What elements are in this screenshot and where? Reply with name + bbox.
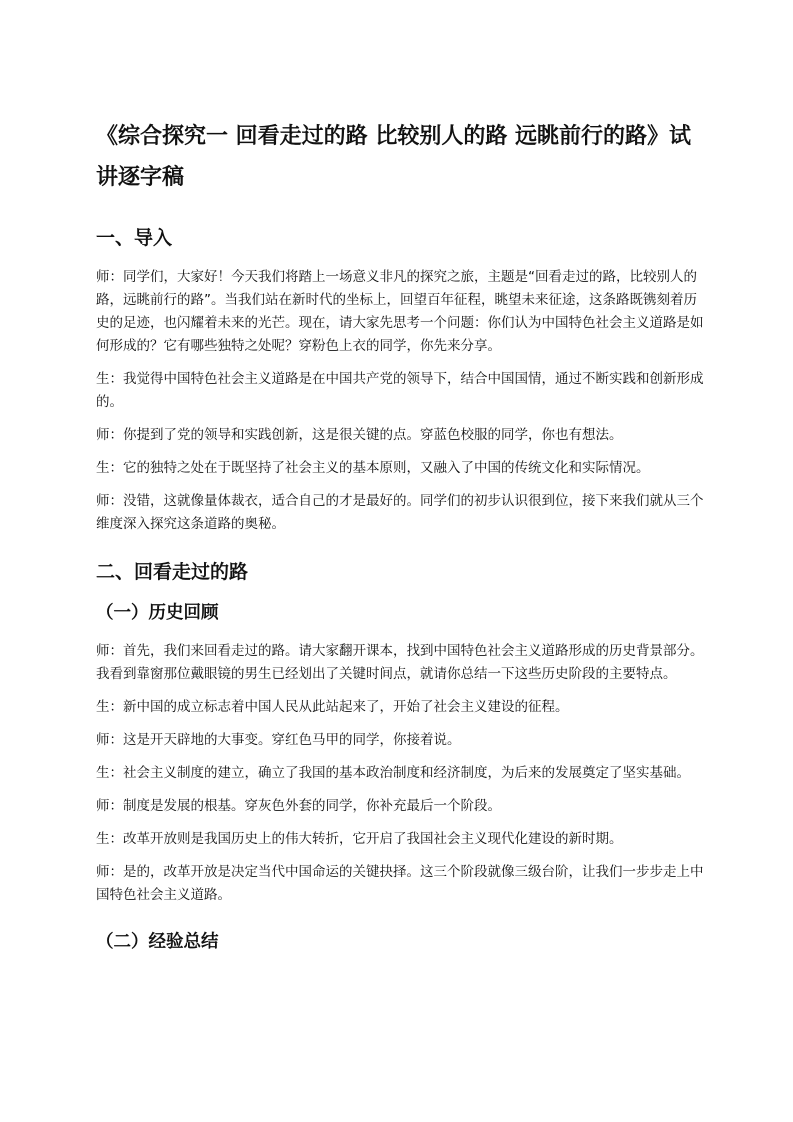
paragraph: 生：我觉得中国特色社会主义道路是在中国共产党的领导下，结合中国国情，通过不断实践和创新形成的。 <box>96 371 704 410</box>
paragraph: 生：改革开放则是我国历史上的伟大转折，它开启了我国社会主义现代化建设的新时期。 <box>96 831 623 847</box>
document-title: 《综合探究一 回看走过的路 比较别人的路 远眺前行的路》试讲逐字稿 <box>96 124 691 190</box>
paragraph: 生：新中国的成立标志着中国人民从此站起来了，开始了社会主义建设的征程。 <box>96 699 569 715</box>
paragraph: 师：同学们，大家好！今天我们将踏上一场意义非凡的探究之旅，主题是“回看走过的路，比较别人的路，远眺前行的路”。当我们站在新时代的坐标上，回望百年征程，眺望未来征途，这条路既镌刻着历史的足迹，也闪耀着未来的光芒。现在，请大家先思考一个问题：你们认为中国特色社会主义道路是如何形成的？它有哪些独特之处呢？穿粉色上衣的同学，你先来分享。 <box>96 269 704 354</box>
document-page <box>96 116 708 969</box>
subsection-heading-experience: （二）经验总结 <box>96 932 219 952</box>
paragraph: 师：是的，改革开放是决定当代中国命运的关键抉择。这三个阶段就像三级台阶，让我们一步步走上中国特色社会主义道路。 <box>96 864 704 903</box>
subsection-heading-history: （一）历史回顾 <box>96 603 219 623</box>
paragraph: 师：这是开天辟地的大事变。穿红色马甲的同学，你接着说。 <box>96 732 461 748</box>
section-heading-look-back: 二、回看走过的路 <box>96 561 249 583</box>
paragraph: 师：制度是发展的根基。穿灰色外套的同学，你补充最后一个阶段。 <box>96 798 501 814</box>
spacer <box>96 917 708 929</box>
section-heading-intro: 一、导入 <box>96 227 173 249</box>
paragraph: 师：首先，我们来回看走过的路。请大家翻开课本，找到中国特色社会主义道路形成的历史背景部分。我看到靠窗那位戴眼镜的男生已经划出了关键时间点，就请你总结一下这些历史阶段的主要特点。 <box>96 643 704 682</box>
paragraph: 生：它的独特之处在于既坚持了社会主义的基本原则，又融入了中国的传统文化和实际情况。 <box>96 460 650 476</box>
paragraph: 师：你提到了党的领导和实践创新，这是很关键的点。穿蓝色校服的同学，你也有想法。 <box>96 427 623 443</box>
paragraph: 师：没错，这就像量体裁衣，适合自己的才是最好的。同学们的初步认识很到位，接下来我们就从三个维度深入探究这条道路的奥秘。 <box>96 493 704 532</box>
spacer <box>96 546 708 558</box>
paragraph: 生：社会主义制度的建立，确立了我国的基本政治制度和经济制度，为后来的发展奠定了坚实基础。 <box>96 765 690 781</box>
